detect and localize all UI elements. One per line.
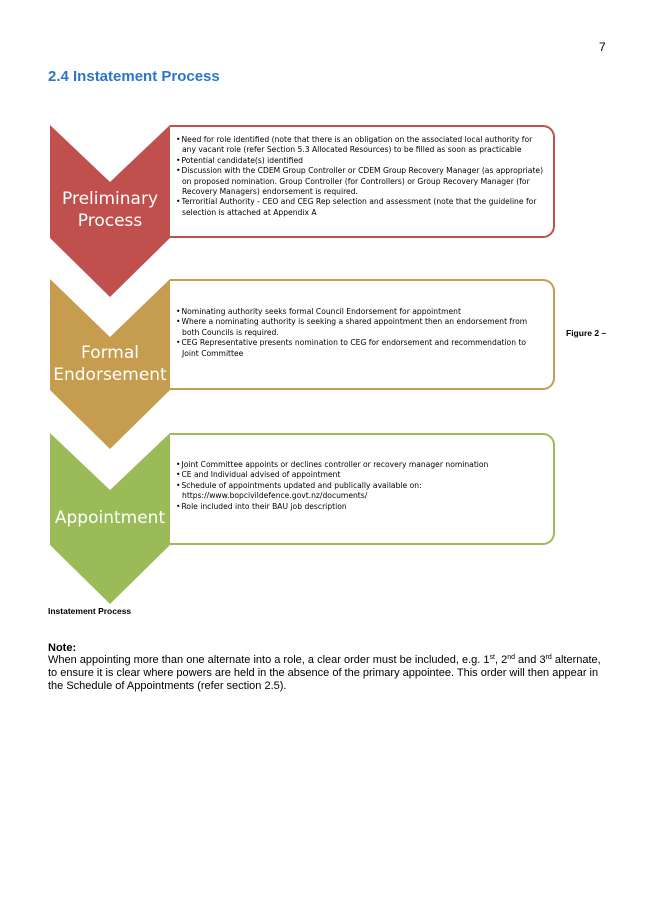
stage-items-formal-endorsement (170, 307, 553, 359)
note-text: , 2 (494, 654, 508, 666)
note-superscript: rd (545, 654, 552, 661)
stage-label-preliminary (52, 188, 168, 232)
list-item: • CEG Representative presents nomination to CEG for endorsement and recommendation to Joint Committee (176, 338, 545, 359)
stage-box-appointment (170, 433, 555, 545)
list-item: • Role included into their BAU job description (176, 502, 545, 512)
section-heading: 2.4 Instatement Process (48, 68, 220, 85)
list-item: • Discussion with the CDEM Group Controller or CDEM Group Recovery Manager (as appropriate) on proposed nomination. Group Controller (for Controllers) or Group Recovery Manager (for Recovery Managers) endorsement is required. (176, 166, 545, 197)
stage-items-preliminary (170, 135, 553, 218)
list-item: • CE and Individual advised of appointment (176, 470, 545, 480)
stage-box-preliminary (170, 125, 555, 238)
page-number: 7 (599, 40, 606, 54)
note-text: and 3 (514, 654, 546, 666)
stage-label-line: Preliminary (62, 189, 158, 209)
note-heading: Note: (48, 642, 77, 654)
stage-label-formal-endorsement (44, 342, 176, 386)
note-text: alternate, to ensure it is clear where powers are held in the absence of the primary appointee. This order will then appear in the Schedule of Appointments (refer section 2.5). (48, 654, 601, 692)
stage-box-formal-endorsement (170, 279, 555, 390)
list-item: • Nominating authority seeks formal Council Endorsement for appointment (176, 307, 545, 317)
figure-label: Figure 2 – (566, 328, 607, 338)
figure-caption: Instatement Process (48, 606, 132, 616)
list-item: • Potential candidate(s) identified (176, 156, 545, 166)
stage-label-line: Endorsement (53, 365, 167, 385)
list-item: • Schedule of appointments updated and publically available on: https://www.bopcivildefence.govt.nz/documents/ (176, 481, 545, 502)
list-item: • Terroritial Authority - CEO and CEG Rep selection and assessment (note that the guideline for selection is attached at Appendix A (176, 197, 545, 218)
stage-label-appointment (48, 507, 172, 529)
note-text: When appointing more than one alternate into a role, a clear order must be included, e.g. 1 (48, 654, 490, 666)
list-item: • Where a nominating authority is seeking a shared appointment then an endorsement from both Councils is required. (176, 317, 545, 338)
stage-items-appointment (170, 460, 553, 512)
note-body (48, 654, 608, 693)
note-superscript: nd (507, 654, 515, 661)
list-item: • Joint Committee appoints or declines controller or recovery manager nomination (176, 460, 545, 470)
stage-label-line: Formal (81, 343, 139, 363)
list-item: • Need for role identified (note that there is an obligation on the associated local authority for any vacant role (refer Section 5.3 Allocated Resources) to be filled as soon as practicable (176, 135, 545, 156)
note-superscript: st (489, 654, 495, 661)
stage-label-line: Process (77, 211, 143, 231)
stage-label-line: Appointment (54, 508, 166, 528)
